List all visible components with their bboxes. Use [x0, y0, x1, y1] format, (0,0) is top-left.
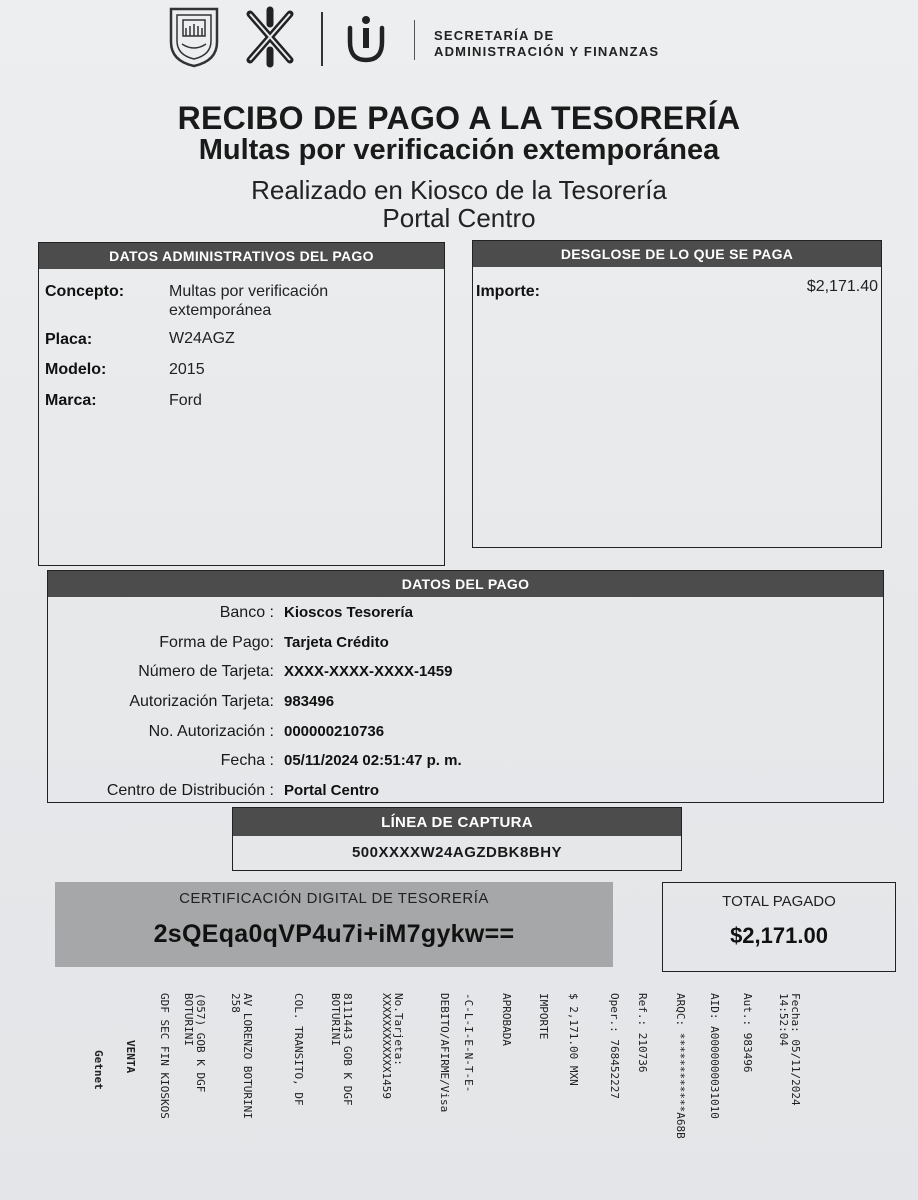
payment-data-header: DATOS DEL PAGO: [48, 571, 883, 597]
voucher-line: [777, 993, 801, 1106]
voucher-line-text: Aut.: 983496: [741, 993, 754, 1073]
placa-label: Placa:: [45, 331, 93, 348]
voucher-line: [608, 993, 620, 1099]
marca-label: Marca:: [45, 392, 97, 409]
cdmx-knot-logo: [240, 6, 300, 68]
voucher-line-text: 8111443 GOB K DGF: [341, 993, 354, 1106]
forma-pago-value: Tarjeta Crédito: [284, 634, 389, 651]
voucher-line-text: BOTURINI: [182, 993, 195, 1046]
modelo-value: 2015: [169, 361, 205, 378]
breakdown-header: DESGLOSE DE LO QUE SE PAGA: [473, 241, 881, 267]
numero-tarjeta-value: XXXX-XXXX-XXXX-1459: [284, 663, 453, 680]
voucher-line-text: AV LORENZO BOTURINI: [241, 993, 254, 1119]
marca-value: Ford: [169, 392, 202, 409]
voucher-line-text: COL. TRANSITO, DF: [292, 993, 305, 1106]
voucher-line: [92, 1050, 104, 1090]
secretaria-line2: ADMINISTRACIÓN Y FINANZAS: [434, 44, 660, 59]
receipt-location: [0, 176, 918, 232]
fecha-value: 05/11/2024 02:51:47 p. m.: [284, 752, 462, 769]
concepto-value: [169, 282, 328, 320]
voucher-line: [741, 993, 753, 1072]
voucher-line: [567, 993, 579, 1086]
voucher-line-text: No.Tarjeta:: [392, 993, 405, 1066]
location-name: Portal Centro: [382, 203, 536, 233]
voucher-line: [674, 993, 686, 1139]
voucher-line: [182, 993, 206, 1092]
header-divider-2: [414, 20, 415, 60]
admin-data-header: DATOS ADMINISTRATIVOS DEL PAGO: [39, 243, 444, 269]
voucher-line-text: APROBADA: [500, 993, 513, 1046]
voucher-line-text: GDF SEC FIN KIOSKOS: [158, 993, 171, 1119]
payment-data-panel: [47, 570, 884, 803]
voucher-line: [229, 993, 253, 1119]
no-autorizacion-value: 000000210736: [284, 723, 385, 740]
voucher-line-text: ARQC: ************A68B: [674, 993, 687, 1139]
importe-label: Importe:: [476, 283, 540, 300]
digital-certification-box: [55, 882, 613, 967]
forma-pago-label: Forma de Pago:: [159, 634, 274, 651]
certification-value: 2sQEqa0qVP4u7i+iM7gykw==: [153, 920, 515, 948]
autorizacion-tarjeta-label: Autorización Tarjeta:: [129, 693, 274, 710]
voucher-line: [124, 1040, 136, 1073]
concepto-value-line2: extemporánea: [169, 302, 272, 319]
capture-line-header: LÍNEA DE CAPTURA: [233, 808, 681, 836]
no-autorizacion-label: No. Autorización :: [148, 723, 274, 740]
voucher-line-text: Getnet: [92, 1050, 105, 1090]
voucher-line: [636, 993, 648, 1072]
banco-value: Kioscos Tesorería: [284, 604, 413, 621]
voucher-line: [292, 993, 304, 1106]
voucher-line: [500, 993, 512, 1046]
voucher-line-text: VENTA: [124, 1040, 137, 1074]
voucher-line-text: IMPORTE: [537, 993, 550, 1040]
voucher-line: [708, 993, 720, 1119]
fecha-label: Fecha :: [220, 752, 274, 769]
admin-data-panel: [38, 242, 445, 566]
importe-value: $2,171.40: [806, 278, 878, 295]
breakdown-panel: [472, 240, 882, 548]
concepto-value-line1: Multas por verificación: [169, 283, 329, 300]
placa-value: W24AGZ: [169, 330, 235, 347]
certification-label: CERTIFICACIÓN DIGITAL DE TESORERÍA: [179, 890, 489, 907]
voucher-line: [329, 993, 353, 1106]
secretaria-name: [434, 28, 659, 60]
voucher-line: [438, 993, 450, 1112]
receipt-subtitle: Multas por verificación extemporánea: [198, 134, 720, 166]
capture-line-value: 500XXXXW24AGZDBK8BHY: [351, 844, 563, 861]
secretaria-line1: SECRETARÍA DE: [434, 28, 555, 43]
autorizacion-tarjeta-value: 983496: [284, 693, 335, 710]
concepto-label: Concepto:: [45, 283, 125, 300]
voucher-line: [462, 993, 474, 1092]
total-paid-label: TOTAL PAGADO: [722, 893, 836, 910]
voucher-line-text: 258: [229, 993, 242, 1013]
modelo-label: Modelo:: [45, 361, 107, 378]
voucher-line-text: AID: A0000000031010: [708, 993, 721, 1119]
total-paid-value: $2,171.00: [730, 923, 828, 948]
capture-line-panel: [232, 807, 682, 871]
voucher-line-text: 14:52:04: [777, 993, 790, 1046]
voucher-line-text: Ref.: 210736: [636, 993, 649, 1073]
voucher-line-text: Fecha: 05/11/2024: [789, 993, 802, 1106]
voucher-line-text: $ 2,171.00 MXN: [567, 993, 580, 1086]
location-line: Realizado en Kiosco de la Tesorería: [251, 175, 667, 205]
voucher-line: [537, 993, 549, 1039]
voucher-line-text: BOTURINI: [329, 993, 342, 1046]
centro-distribucion-value: Portal Centro: [284, 782, 380, 799]
voucher-line-text: -C-L-I-E-N-T-E-: [462, 993, 475, 1093]
receipt-title: RECIBO DE PAGO A LA TESORERÍA: [177, 100, 741, 136]
header-divider: [321, 12, 323, 66]
voucher-line-text: (057) GOB K DGF: [194, 993, 207, 1093]
total-paid-box: [662, 882, 896, 972]
centro-distribucion-label: Centro de Distribución :: [106, 782, 274, 799]
cdmx-shield-logo: [168, 6, 220, 68]
numero-tarjeta-label: Número de Tarjeta:: [138, 663, 274, 680]
voucher-line: [158, 993, 170, 1119]
banco-label: Banco :: [219, 604, 274, 621]
voucher-line-text: Oper.: 768452227: [608, 993, 621, 1099]
secretaria-u-logo: [342, 14, 390, 66]
voucher-line-text: XXXXXXXXXXXX1459: [380, 993, 393, 1099]
voucher-line: [380, 993, 404, 1099]
voucher-line-text: DEBITO/AFIRME/Visa: [438, 993, 451, 1113]
